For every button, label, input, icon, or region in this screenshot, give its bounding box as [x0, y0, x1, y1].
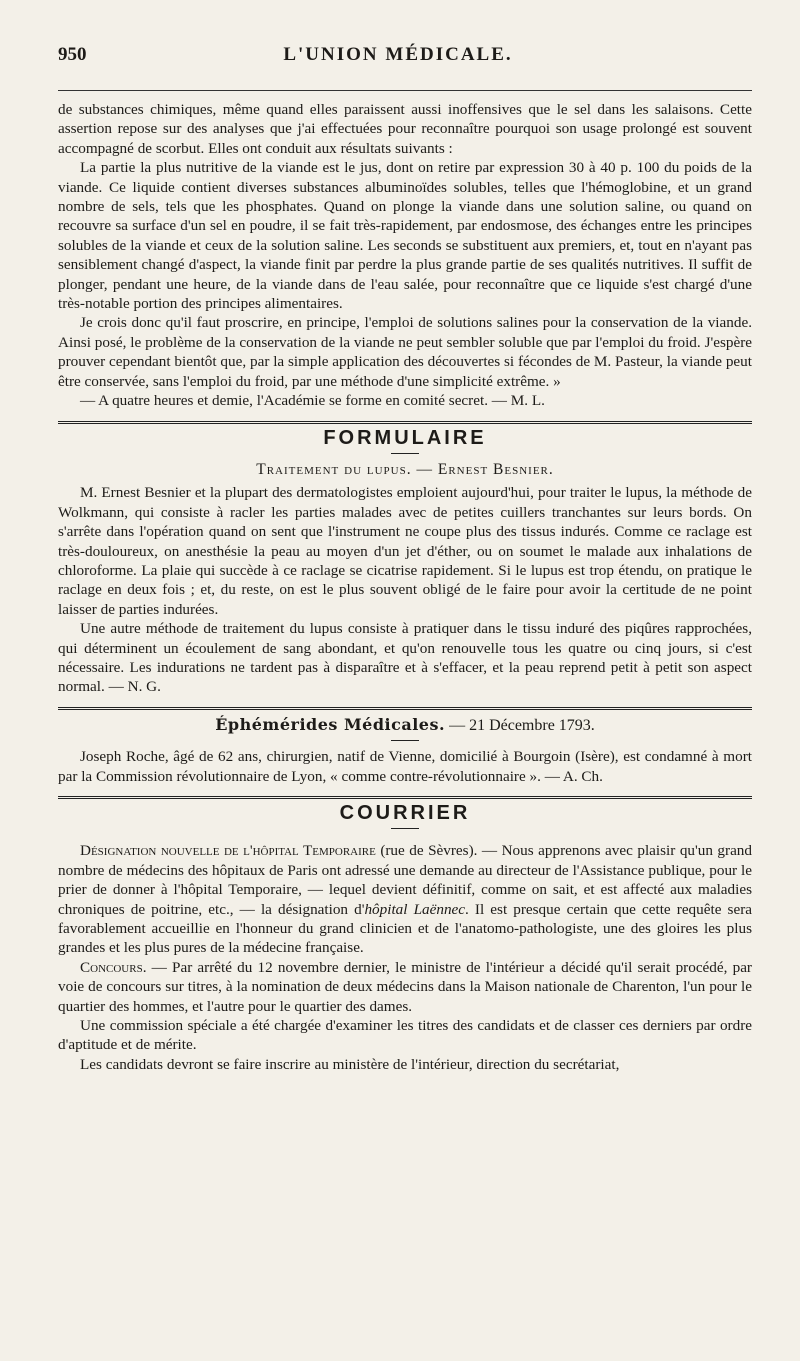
ephemerides-date: — 21 Décembre 1793. — [449, 716, 595, 734]
intro-paragraph-2: La partie la plus nutritive de la viande est le jus, dont on retire par expression 30 à 40 p. 100 du poids de la viande. Ce liquide contient diverses substances albuminoïdes solubles, telles que l'hémoglobine, et un grand nombre de sels, tels que les phosphates. Quand on plonge la viande dans une solution saline, ou quand on recouvre sa surface d'un sel en poudre, il se fait très-rapidement, par endosmose, des échanges entre les principes solubles de la viande et ceux de la solution saline. Les seconds se substituent aux premiers, et, tout en n'ayant pas sensiblement changé d'aspect, la viande finit par perdre la plus grande partie de ses qualités nutritives. Il suffit de plonger, pendant une heure, de la viande dans de l'eau salée, pour reconnaître que ce liquide s'est chargé d'une très-notable portion des principes alimentaires. — [58, 159, 752, 313]
courrier-lead-2: Concours. — [80, 958, 147, 976]
section-divider — [58, 421, 752, 424]
courrier-text-2: — Par arrêté du 12 novembre dernier, le ministre de l'intérieur a décidé qu'il serait procédé, par voie de concours sur titres, à la nomination de deux médecins dans la Maison nationale de Charenton, l'un pour le quartier des hommes, et l'autre pour le quartier des dames. — [58, 958, 752, 1015]
courrier-italic-1: hôpital Laënnec — [364, 900, 466, 918]
courrier-text-1: (rue de Sèvres). — Nous apprenons avec plaisir qu'un grand nombre de médecins des hôpitaux de Paris ont adressé une demande au directeur de l'Assistance publique, pour le prier de donner à l'hôpital Temporaire, — lequel devient définitif, comme on sait, et est affecté aux maladies chroniques de poitrine, etc., — la désignation d' — [58, 842, 752, 918]
journal-title: L'UNION MÉDICALE. — [283, 44, 513, 65]
header-rule — [58, 90, 752, 91]
courrier-paragraph-1 — [58, 841, 752, 957]
formulaire-title: FORMULAIRE — [323, 426, 487, 449]
courrier-lead-1: Désignation nouvelle de l'hôpital Temporaire — [80, 842, 376, 860]
intro-paragraph-3: Je crois donc qu'il faut proscrire, en principe, l'emploi de solutions salines pour la conservation de la viande. Ainsi posé, le problème de la conservation de la viande ne peut sembler soluble que par l'emploi du froid. J'espère prouver cependant bientôt que, par la simple application des découvertes si fécondes de M. Pasteur, la viande peut être conservée, sans l'emploi du froid, par une méthode d'une simplicité extrême. » — [58, 314, 752, 390]
courrier-tail-1: . Il est presque certain que cette requête sera favorablement accueillie en l'honneur du grand clinicien et de l'anatomo-pathologiste, une des gloires les plus grandes et les plus pures de la médecine française. — [58, 900, 752, 957]
page-number: 950 — [58, 44, 87, 65]
formulaire-subtitle: Traitement du lupus. — Ernest Besnier. — [256, 460, 554, 478]
courrier-title: COURRIER — [339, 802, 471, 824]
courrier-paragraph-2 — [58, 958, 752, 1016]
running-head — [58, 44, 738, 70]
formulaire-paragraph-2: Une autre méthode de traitement du lupus consiste à pratiquer dans le tissu induré des piqûres rapprochées, qui déterminent un écoulement de sang abondant, et qu'on renouvelle tous les quatre ou cinq jours, si c'est nécessaire. Les indurations ne tardent pas à disparaître et à s'effacer, et la peau reprend petit à petit son aspect normal. — N. G. — [58, 620, 752, 696]
intro-paragraph-1: de substances chimiques, même quand elles paraissent aussi inoffensives que le sel dans les salaisons. Cette assertion repose sur des analyses que j'ai effectuées pour reconnaître pourquoi son usage prolongé est souvent accompagné de scorbut. Elles ont conduit aux résultats suivants : — [58, 101, 752, 157]
section-divider — [58, 707, 752, 710]
courrier-paragraph-4: Les candidats devront se faire inscrire au ministère de l'intérieur, direction du secrétariat, — [80, 1055, 620, 1073]
ephemerides-title — [58, 715, 752, 735]
short-rule — [391, 828, 419, 829]
short-rule — [391, 740, 419, 741]
page-content — [58, 100, 752, 1074]
short-rule — [391, 453, 419, 454]
formulaire-paragraph-1: M. Ernest Besnier et la plupart des dermatologistes emploient aujourd'hui, pour traiter le lupus, la méthode de Wolkmann, qui consiste à racler les parties malades avec de petites cuillers tranchantes sur leurs bords. On s'arrête dans l'opération quand on sent que l'instrument ne coupe plus des tissus indurés. Comme ce raclage est très-douloureux, on anesthésie la peau au moyen d'un jet d'éther, ou on soumet le malade aux inhalations de chloroforme. La plaie qui succède à ce raclage se cicatrise rapidement. Si le lupus est trop étendu, on pratique le raclage en deux fois ; et, du reste, on est le plus souvent obligé de le faire pour avoir la certitude de ne point laisser de parties indurées. — [58, 484, 752, 618]
section-divider — [58, 796, 752, 799]
ephemerides-paragraph: Joseph Roche, âgé de 62 ans, chirurgien, natif de Vienne, domicilié à Bourgoin (Isère), est condamné à mort par la Commission révolutionnaire de Lyon, « comme contre-révolutionnaire ». — A. Ch. — [58, 748, 752, 785]
ephemerides-heading: Éphémérides Médicales. — [215, 714, 446, 734]
intro-paragraph-4: — A quatre heures et demie, l'Académie se forme en comité secret. — M. L. — [80, 392, 545, 410]
courrier-paragraph-3: Une commission spéciale a été chargée d'examiner les titres des candidats et de classer ces derniers par ordre d'aptitude et de mérite. — [58, 1017, 752, 1054]
